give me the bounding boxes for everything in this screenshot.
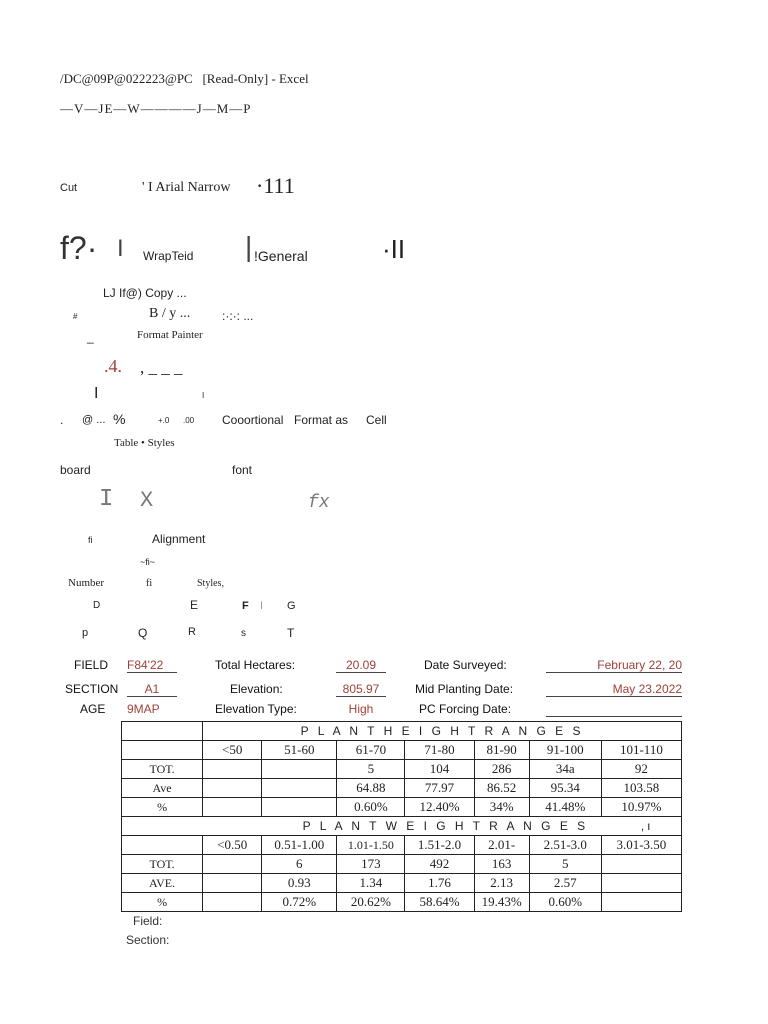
- table-cell[interactable]: 0.51-1.00: [262, 836, 337, 855]
- table-cell[interactable]: 104: [405, 760, 474, 779]
- window-title: [60, 71, 309, 87]
- table-cell[interactable]: [601, 855, 681, 874]
- table-cell[interactable]: 1.01-1.50: [337, 836, 405, 855]
- clipboard-group-label: board: [60, 463, 91, 477]
- column-header-i[interactable]: I: [260, 600, 264, 612]
- font-group-label: font: [232, 463, 253, 477]
- row-label[interactable]: AVE.: [122, 874, 203, 893]
- table-cell[interactable]: 2.13: [474, 874, 529, 893]
- age-label: AGE: [80, 702, 106, 716]
- number-format-dropdown[interactable]: ·II: [382, 234, 406, 264]
- table-cell[interactable]: 0.60%: [529, 893, 601, 912]
- column-header-f[interactable]: F: [242, 600, 249, 612]
- mid-planting-label: Mid Planting Date:: [415, 682, 514, 696]
- conditional-formatting-button[interactable]: Cooortional: [222, 413, 284, 427]
- table-cell[interactable]: [122, 741, 203, 760]
- plant-weight-banner: [203, 817, 682, 836]
- elevation-type-label: Elevation Type:: [215, 702, 297, 716]
- elevation-label: Elevation:: [230, 682, 283, 696]
- table-cell[interactable]: 1.76: [405, 874, 474, 893]
- decrease-decimal-button[interactable]: .00: [183, 416, 195, 425]
- section-value[interactable]: A1: [127, 682, 177, 697]
- wrap-text-button[interactable]: WrapTeid: [143, 249, 194, 263]
- date-surveyed-label: Date Surveyed:: [424, 658, 507, 672]
- number-format-select[interactable]: !General: [254, 248, 308, 264]
- format-painter-button[interactable]: Format Painter: [137, 329, 203, 341]
- cut-button[interactable]: Cut: [60, 182, 78, 194]
- table-row: [122, 741, 682, 760]
- ribbon-bar: I: [94, 385, 99, 402]
- table-cell[interactable]: 19.43%: [474, 893, 529, 912]
- table-cell[interactable]: 101-110: [601, 741, 681, 760]
- alignment-group-label: Alignment: [152, 532, 206, 546]
- table-cell[interactable]: 492: [405, 855, 474, 874]
- table-cell[interactable]: [203, 760, 262, 779]
- table-row: [122, 855, 682, 874]
- percent-button[interactable]: %: [113, 411, 126, 427]
- table-cell[interactable]: [262, 779, 337, 798]
- table-cell[interactable]: 2.57: [529, 874, 601, 893]
- underline-glyph: _: [87, 330, 94, 344]
- elevation-value[interactable]: 805.97: [336, 682, 386, 697]
- ribbon-tabs[interactable]: —V—JE—W————J—M—P: [60, 101, 252, 116]
- row-label[interactable]: %: [122, 893, 203, 912]
- banner-spacer: [122, 817, 203, 836]
- table-cell[interactable]: 41.48%: [529, 798, 601, 817]
- table-cell[interactable]: 5: [337, 760, 405, 779]
- borders-button[interactable]: :·:·: ...: [222, 309, 254, 323]
- table-cell[interactable]: 6: [262, 855, 337, 874]
- table-cell[interactable]: 91-100: [529, 741, 601, 760]
- format-as-table-button[interactable]: Format as: [294, 413, 349, 427]
- table-cell[interactable]: [203, 874, 262, 893]
- section-label: SECTION: [65, 682, 119, 696]
- read-only-label: [Read-Only] - Excel: [202, 71, 309, 86]
- table-cell[interactable]: 81-90: [474, 741, 529, 760]
- table-row: [122, 798, 682, 817]
- column-header-e[interactable]: E: [190, 598, 199, 612]
- workbook-name: /DC@09P@022223@PC: [60, 71, 193, 86]
- total-hectares-value[interactable]: 20.09: [336, 658, 386, 673]
- cancel-icon[interactable]: I: [99, 486, 114, 513]
- number-group-label: Number: [68, 577, 105, 589]
- table-cell[interactable]: 58.64%: [405, 893, 474, 912]
- row-label[interactable]: TOT.: [122, 760, 203, 779]
- pc-forcing-value[interactable]: [546, 716, 682, 717]
- table-cell[interactable]: 103.58: [601, 779, 681, 798]
- table-cell[interactable]: 61-70: [337, 741, 405, 760]
- cell-styles-button[interactable]: Cell: [366, 413, 387, 427]
- table-cell[interactable]: [601, 893, 681, 912]
- table-cell[interactable]: <50: [203, 741, 262, 760]
- row-header[interactable]: T: [287, 626, 295, 640]
- table-cell[interactable]: 5: [529, 855, 601, 874]
- notes-section-label: Section:: [126, 933, 170, 947]
- banner-spacer: [122, 722, 203, 741]
- field-value[interactable]: F84'22: [127, 658, 177, 673]
- row-header[interactable]: s: [241, 628, 246, 639]
- table-row: [122, 874, 682, 893]
- table-cell[interactable]: 0.72%: [262, 893, 337, 912]
- row-label[interactable]: Ave: [122, 779, 203, 798]
- table-cell[interactable]: 34%: [474, 798, 529, 817]
- table-cell[interactable]: [203, 855, 262, 874]
- dot-glyph: .: [60, 413, 64, 427]
- table-cell[interactable]: 163: [474, 855, 529, 874]
- table-cell[interactable]: 1.34: [337, 874, 405, 893]
- table-cell[interactable]: 10.97%: [601, 798, 681, 817]
- plant-height-table: [121, 721, 682, 912]
- styles-group-label: Styles,: [197, 578, 224, 589]
- row-label[interactable]: %: [122, 798, 203, 817]
- table-cell[interactable]: 0.93: [262, 874, 337, 893]
- row-header[interactable]: p: [82, 627, 89, 639]
- plant-height-banner: P L A N T H E I G H T R A N G E S: [203, 722, 682, 741]
- font-name-select[interactable]: ' I Arial Narrow: [142, 180, 231, 195]
- bold-italic-buttons[interactable]: B / y ...: [149, 306, 191, 321]
- plant-weight-banner-text: P L A N T W E I G H T R A N G E S: [302, 819, 589, 833]
- dialog-launcher-icon[interactable]: fi: [88, 535, 93, 545]
- row-header[interactable]: R: [188, 626, 196, 638]
- date-surveyed-value[interactable]: February 22, 20: [546, 658, 682, 673]
- ribbon-bar: I: [202, 391, 205, 400]
- row-header[interactable]: Q: [138, 626, 148, 640]
- mid-planting-value[interactable]: May 23.2022: [546, 682, 682, 697]
- table-cell[interactable]: 20.62%: [337, 893, 405, 912]
- table-cell[interactable]: [262, 760, 337, 779]
- table-cell[interactable]: 12.40%: [405, 798, 474, 817]
- table-row: [122, 836, 682, 855]
- age-value[interactable]: 9MAP: [127, 702, 160, 716]
- dialog-launcher-icon[interactable]: fi: [146, 578, 153, 589]
- dashes-glyph: , _ _ _: [140, 358, 183, 377]
- table-cell[interactable]: <0.50: [203, 836, 262, 855]
- table-cell[interactable]: [262, 798, 337, 817]
- total-hectares-label: Total Hectares:: [215, 658, 296, 672]
- paste-button[interactable]: f?·: [60, 230, 98, 266]
- table-row: [122, 779, 682, 798]
- table-cell[interactable]: 3.01-3.50: [601, 836, 681, 855]
- font-color-glyph[interactable]: .4.: [104, 356, 122, 376]
- column-header-d[interactable]: D: [93, 600, 101, 611]
- table-cell[interactable]: 1.51-2.0: [405, 836, 474, 855]
- table-cell[interactable]: 0.60%: [337, 798, 405, 817]
- table-cell[interactable]: [203, 798, 262, 817]
- table-cell[interactable]: [203, 893, 262, 912]
- row-label[interactable]: TOT.: [122, 855, 203, 874]
- table-row: [122, 760, 682, 779]
- table-cell[interactable]: 71-80: [405, 741, 474, 760]
- copy-button[interactable]: LJ If@) Copy ...: [103, 286, 187, 300]
- font-size-select[interactable]: ·111: [256, 173, 295, 198]
- enter-icon[interactable]: X: [140, 488, 154, 513]
- notes-field-label: Field:: [133, 914, 163, 928]
- hash-glyph: #: [73, 312, 78, 321]
- table-cell[interactable]: 2.01-: [474, 836, 529, 855]
- table-cell[interactable]: 92: [601, 760, 681, 779]
- table-cell[interactable]: 173: [337, 855, 405, 874]
- field-label: FIELD: [74, 658, 109, 672]
- elevation-type-value[interactable]: High: [348, 702, 374, 716]
- banner-tail: ,ı: [640, 819, 654, 833]
- table-cell[interactable]: 34a: [529, 760, 601, 779]
- table-cell[interactable]: 51-60: [262, 741, 337, 760]
- table-cell[interactable]: [601, 874, 681, 893]
- increase-decimal-button[interactable]: +.0: [158, 416, 170, 425]
- table-cell[interactable]: 95.34: [529, 779, 601, 798]
- table-cell[interactable]: [203, 779, 262, 798]
- pc-forcing-label: PC Forcing Date:: [419, 702, 512, 716]
- ribbon-divider: |: [245, 231, 253, 262]
- fx-icon[interactable]: fx: [308, 493, 330, 513]
- table-cell[interactable]: 86.52: [474, 779, 529, 798]
- table-cell[interactable]: 64.88: [337, 779, 405, 798]
- table-cell[interactable]: 77.97: [405, 779, 474, 798]
- table-row: [122, 893, 682, 912]
- accounting-button[interactable]: @ ...: [82, 414, 106, 426]
- column-header-g[interactable]: G: [287, 600, 296, 612]
- table-cell[interactable]: 286: [474, 760, 529, 779]
- table-styles-label: Table • Styles: [114, 437, 175, 449]
- dialog-launcher-icon[interactable]: ~fi~: [140, 557, 156, 567]
- table-cell[interactable]: [122, 836, 203, 855]
- table-cell[interactable]: 2.51-3.0: [529, 836, 601, 855]
- ribbon-divider: I: [117, 235, 124, 262]
